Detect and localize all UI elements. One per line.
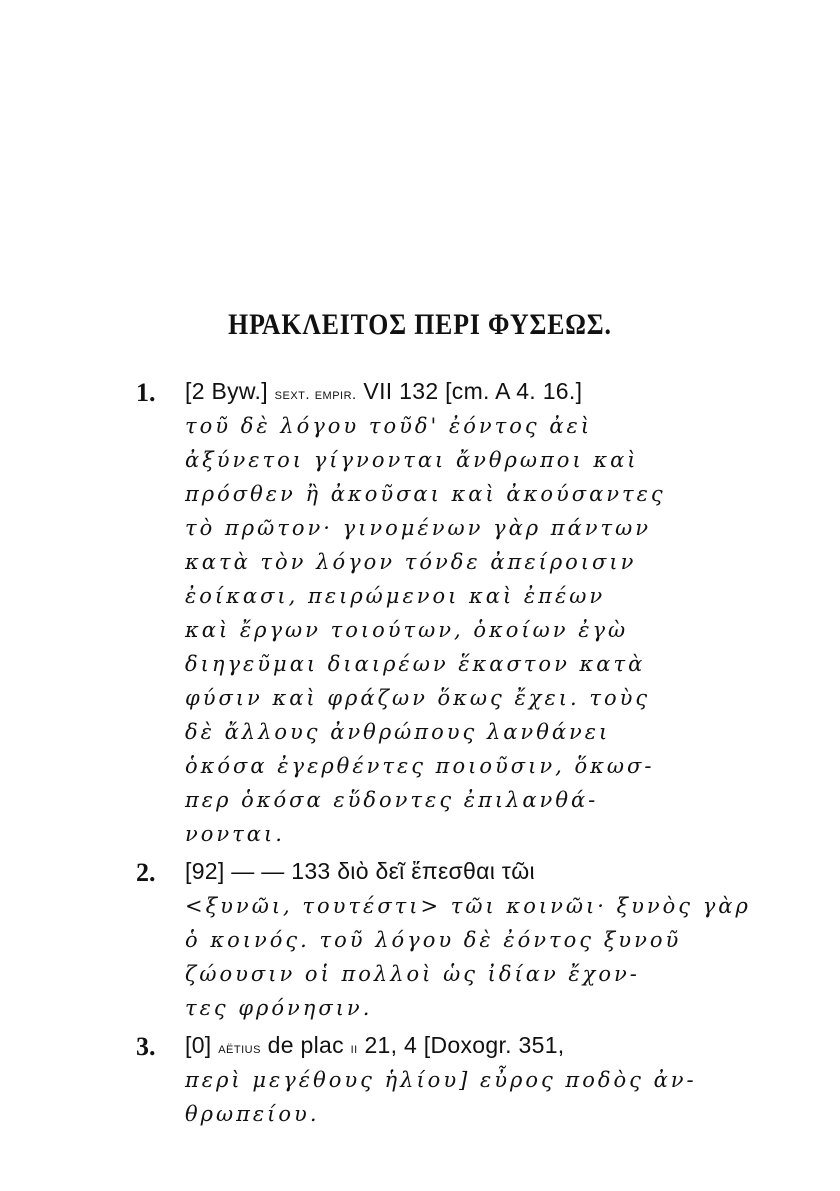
- text-line: θρωπείου.: [185, 1102, 320, 1126]
- source-reference: [185, 378, 680, 405]
- source-author: sext. empir.: [274, 386, 357, 403]
- text-line: πρόσθεν ἢ ἀκοῦσαι καὶ ἀκούσαντες: [185, 482, 666, 506]
- text-line: τες φρόνησιν.: [185, 996, 373, 1020]
- text-line: δὲ ἄλλους ἀνθρώπους λανθάνει: [185, 720, 611, 744]
- text-line: κατὰ τὸν λόγον τόνδε ἀπείροισιν: [185, 550, 637, 574]
- source-reference: [92] — — 133 διὸ δεῖ ἕπεσθαι τῶι: [185, 858, 535, 884]
- text-line: νονται.: [185, 822, 285, 846]
- fragment-number: 1.: [136, 378, 156, 407]
- page-title: ΗΡΑΚΛΕΙΤΟΣ ΠΕΡΙ ΦΥΣΕΩΣ.: [228, 308, 612, 341]
- bywater-ref: [0]: [185, 1032, 212, 1058]
- text-line: περ ὁκόσα εὕδοντες ἐπιλανθά-: [185, 788, 599, 812]
- text-line: ἐοίκασι, πειρώμενοι καὶ ἐπέων: [185, 584, 606, 608]
- source-author: aëtius: [218, 1040, 261, 1057]
- source-reference: [185, 1032, 680, 1059]
- bywater-ref: [2 Byw.]: [185, 378, 268, 404]
- text-line: διηγεῦμαι διαιρέων ἕκαστον κατὰ: [185, 652, 646, 676]
- text-line: ὁκόσα ἐγερθέντες ποιοῦσιν, ὅκωσ-: [185, 754, 655, 778]
- fragment-number: 3.: [136, 1032, 156, 1061]
- text-line: ὁ κοινός. τοῦ λόγου δὲ ἐόντος ξυνοῦ: [185, 928, 682, 952]
- source-book: ii: [350, 1040, 358, 1057]
- text-line: <ξυνῶι, τουτέστι> τῶι κοινῶι· ξυνὸς γὰρ: [185, 894, 751, 918]
- source-work: de plac: [267, 1032, 344, 1058]
- source-locus: 21, 4 [Doxogr. 351,: [364, 1032, 565, 1058]
- text-line: ζώουσιν οἱ πολλοὶ ὡς ἰδίαν ἔχον-: [185, 962, 640, 986]
- text-line: τὸ πρῶτον· γινομένων γὰρ πάντων: [185, 516, 652, 540]
- text-line: φύσιν καὶ φράζων ὅκως ἔχει. τοὺς: [185, 686, 651, 710]
- fragment-number: 2.: [136, 858, 156, 887]
- source-locus: VII 132 [cm. A 4. 16.]: [363, 378, 583, 404]
- text-line: καὶ ἔργων τοιούτων, ὁκοίων ἐγὼ: [185, 618, 629, 642]
- text-line: περὶ μεγέθους ἡλίου] εὖρος ποδὸς ἀν-: [185, 1068, 697, 1092]
- text-line: ἀξύνετοι γίγνονται ἄνθρωποι καὶ: [185, 448, 639, 472]
- text-line: τοῦ δὲ λόγου τοῦδ' ἐόντος ἀεὶ: [185, 414, 593, 438]
